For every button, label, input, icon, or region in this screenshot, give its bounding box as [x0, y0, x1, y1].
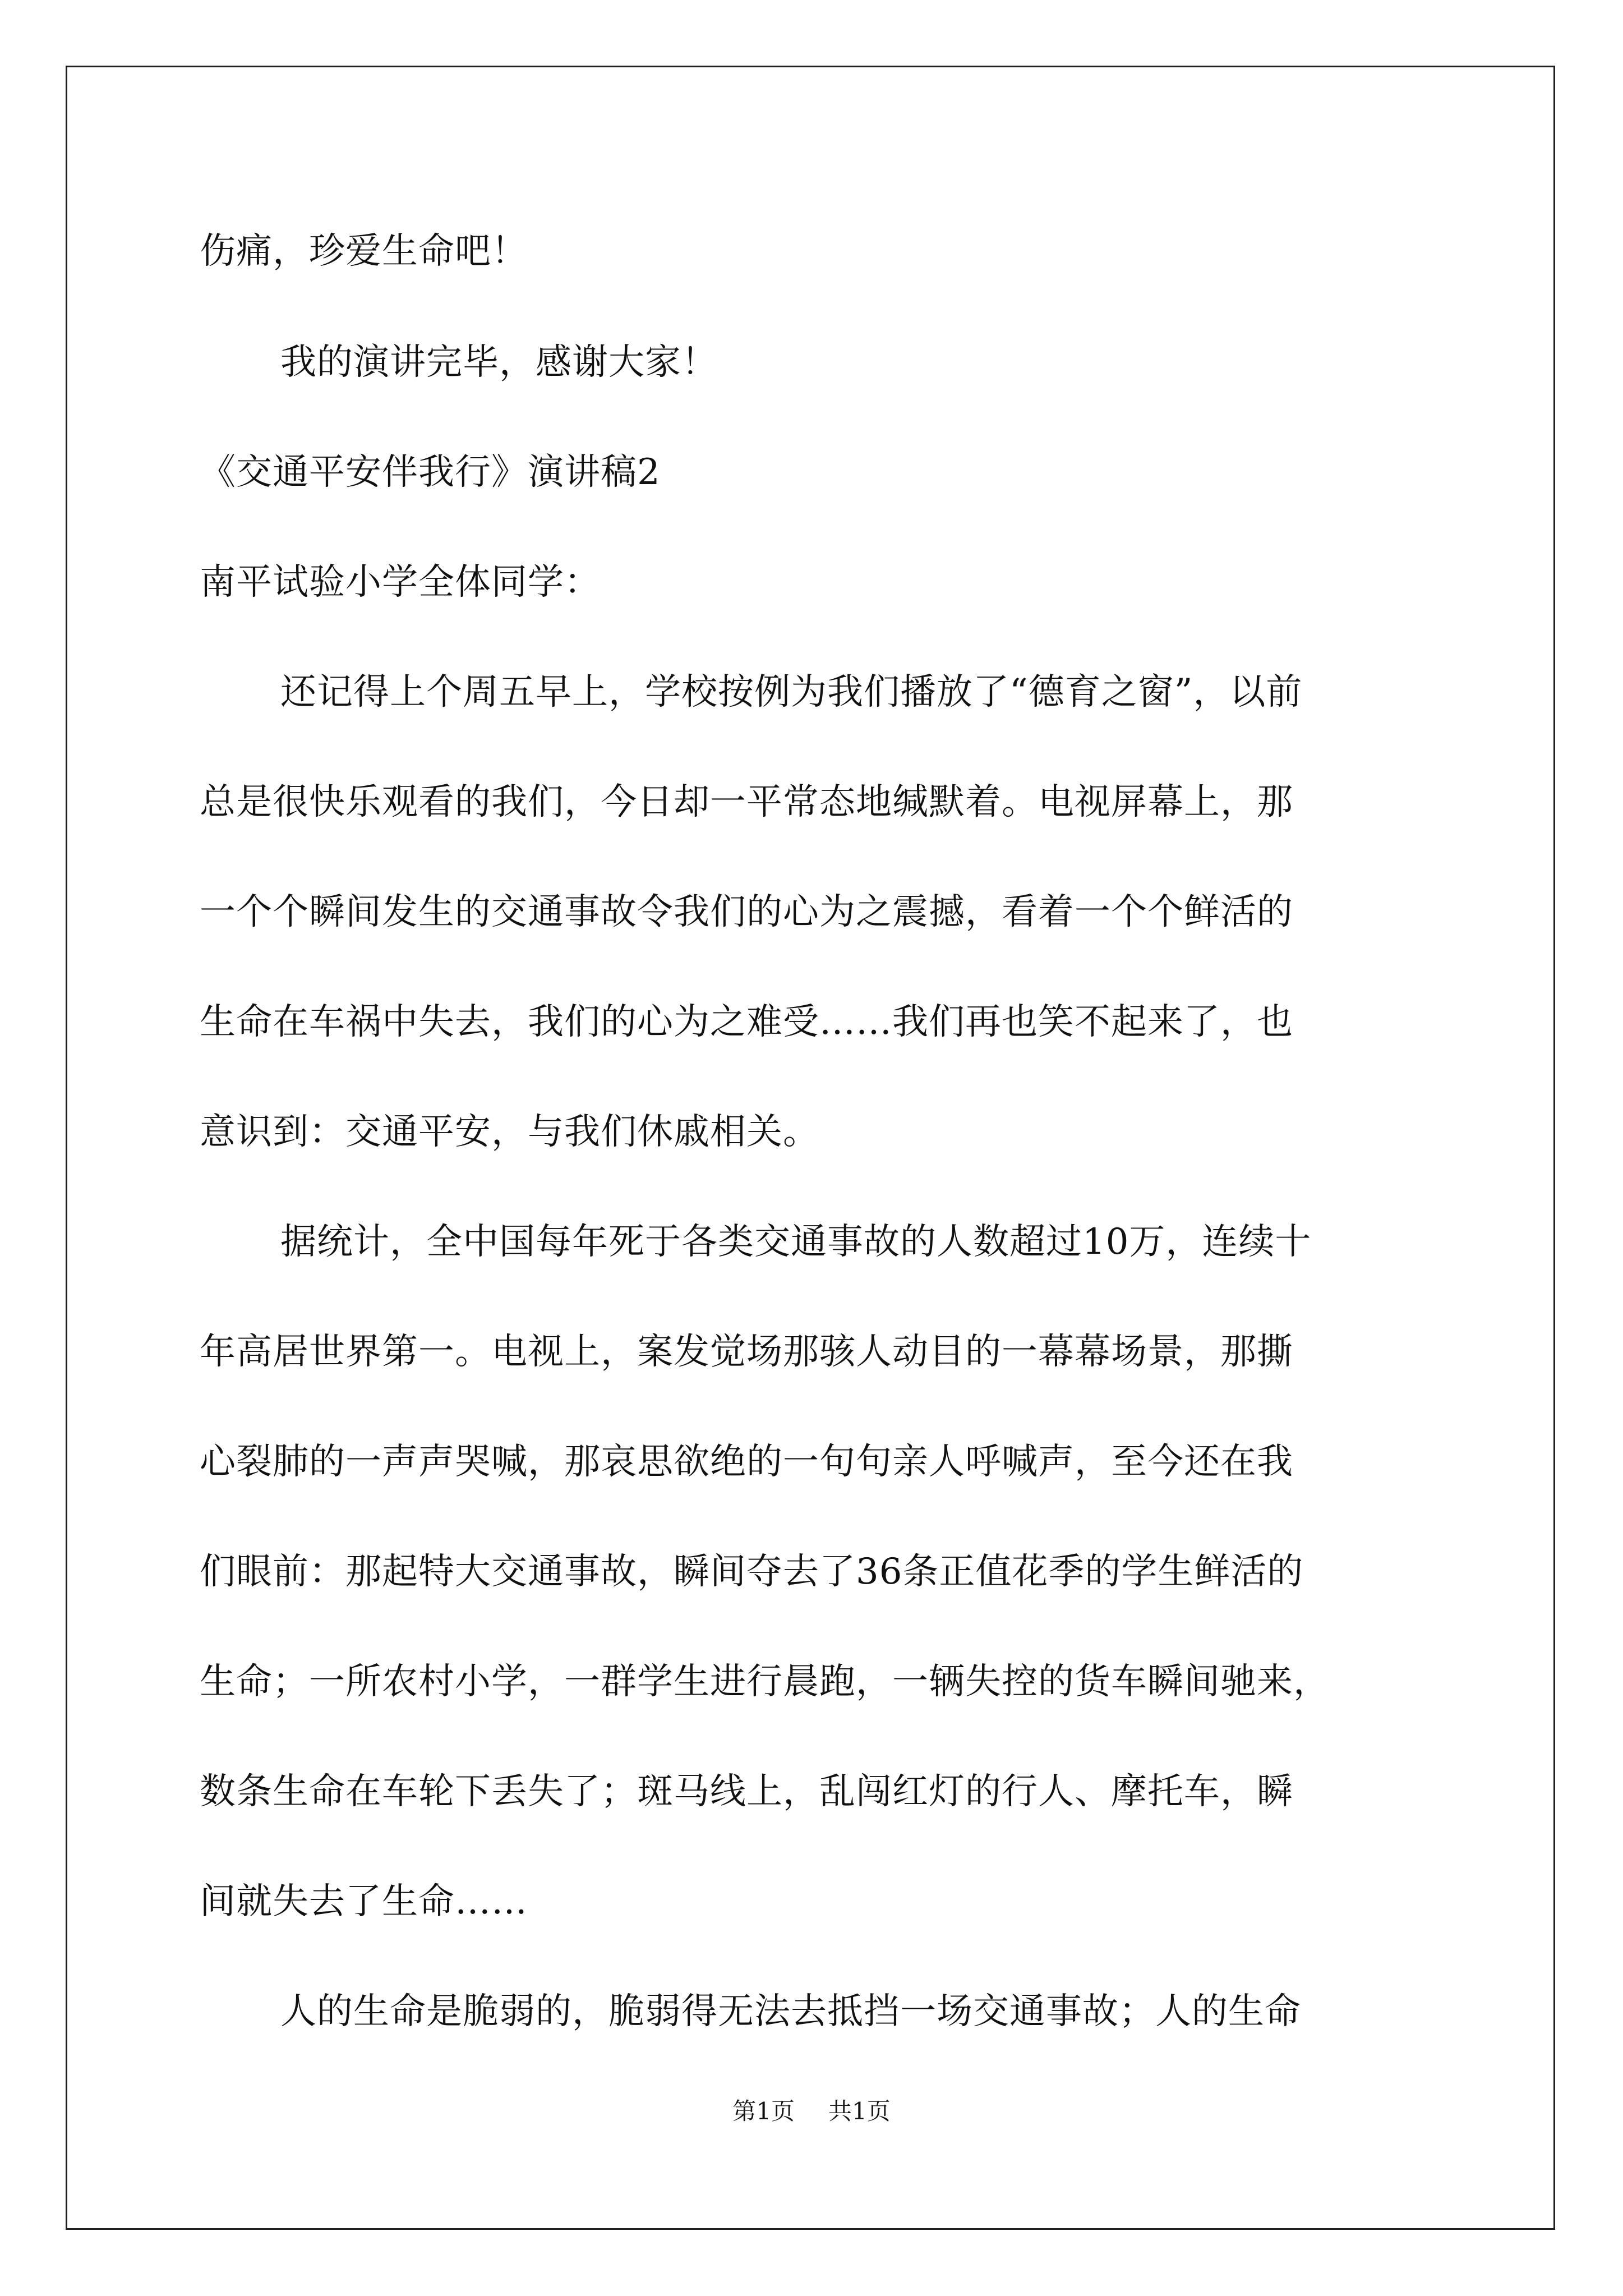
paragraph-line: 数条生命在车轮下丢失了；斑马线上，乱闯红灯的行人、摩托车，瞬: [200, 1771, 1293, 1812]
text-line: 伤痛，珍爱生命吧！: [200, 231, 528, 272]
paragraph-line: 们眼前：那起特大交通事故，瞬间夺去了36条正值花季的学生鲜活的: [200, 1551, 1304, 1593]
salutation: 南平试验小学全体同学：: [200, 562, 601, 603]
paragraph-line: 还记得上个周五早上，学校按例为我们播放了“德育之窗”，以前: [280, 671, 1303, 713]
page-footer: [0, 2096, 1623, 2127]
paragraph-line: 生命在车祸中失去，我们的心为之难受……我们再也笑不起来了，也: [200, 1001, 1293, 1043]
paragraph-line: 间就失去了生命……: [200, 1881, 528, 1922]
section-heading: 《交通平安伴我行》演讲稿2: [200, 452, 661, 493]
paragraph-line: 生命；一所农村小学，一群学生进行晨跑，一辆失控的货车瞬间驰来，: [200, 1661, 1330, 1703]
paragraph-line: 据统计，全中国每年死于各类交通事故的人数超过10万，连续十: [280, 1221, 1312, 1263]
paragraph-line: 意识到：交通平安，与我们休戚相关。: [200, 1111, 819, 1153]
paragraph-line: 心裂肺的一声声哭喊，那哀思欲绝的一句句亲人呼喊声，至今还在我: [200, 1441, 1293, 1483]
page-number: 第1页: [732, 2097, 795, 2125]
paragraph-line: 年高居世界第一。电视上，案发觉场那骇人动目的一幕幕场景，那撕: [200, 1331, 1293, 1373]
paragraph-line: 一个个瞬间发生的交通事故令我们的心为之震撼，看着一个个鲜活的: [200, 891, 1293, 933]
paragraph-line: 人的生命是脆弱的，脆弱得无法去抵挡一场交通事故；人的生命: [280, 1991, 1301, 2032]
text-line: 我的演讲完毕，感谢大家！: [280, 342, 718, 383]
page-total: 共1页: [828, 2097, 891, 2125]
paragraph-line: 总是很快乐观看的我们，今日却一平常态地缄默着。电视屏幕上，那: [200, 781, 1293, 823]
